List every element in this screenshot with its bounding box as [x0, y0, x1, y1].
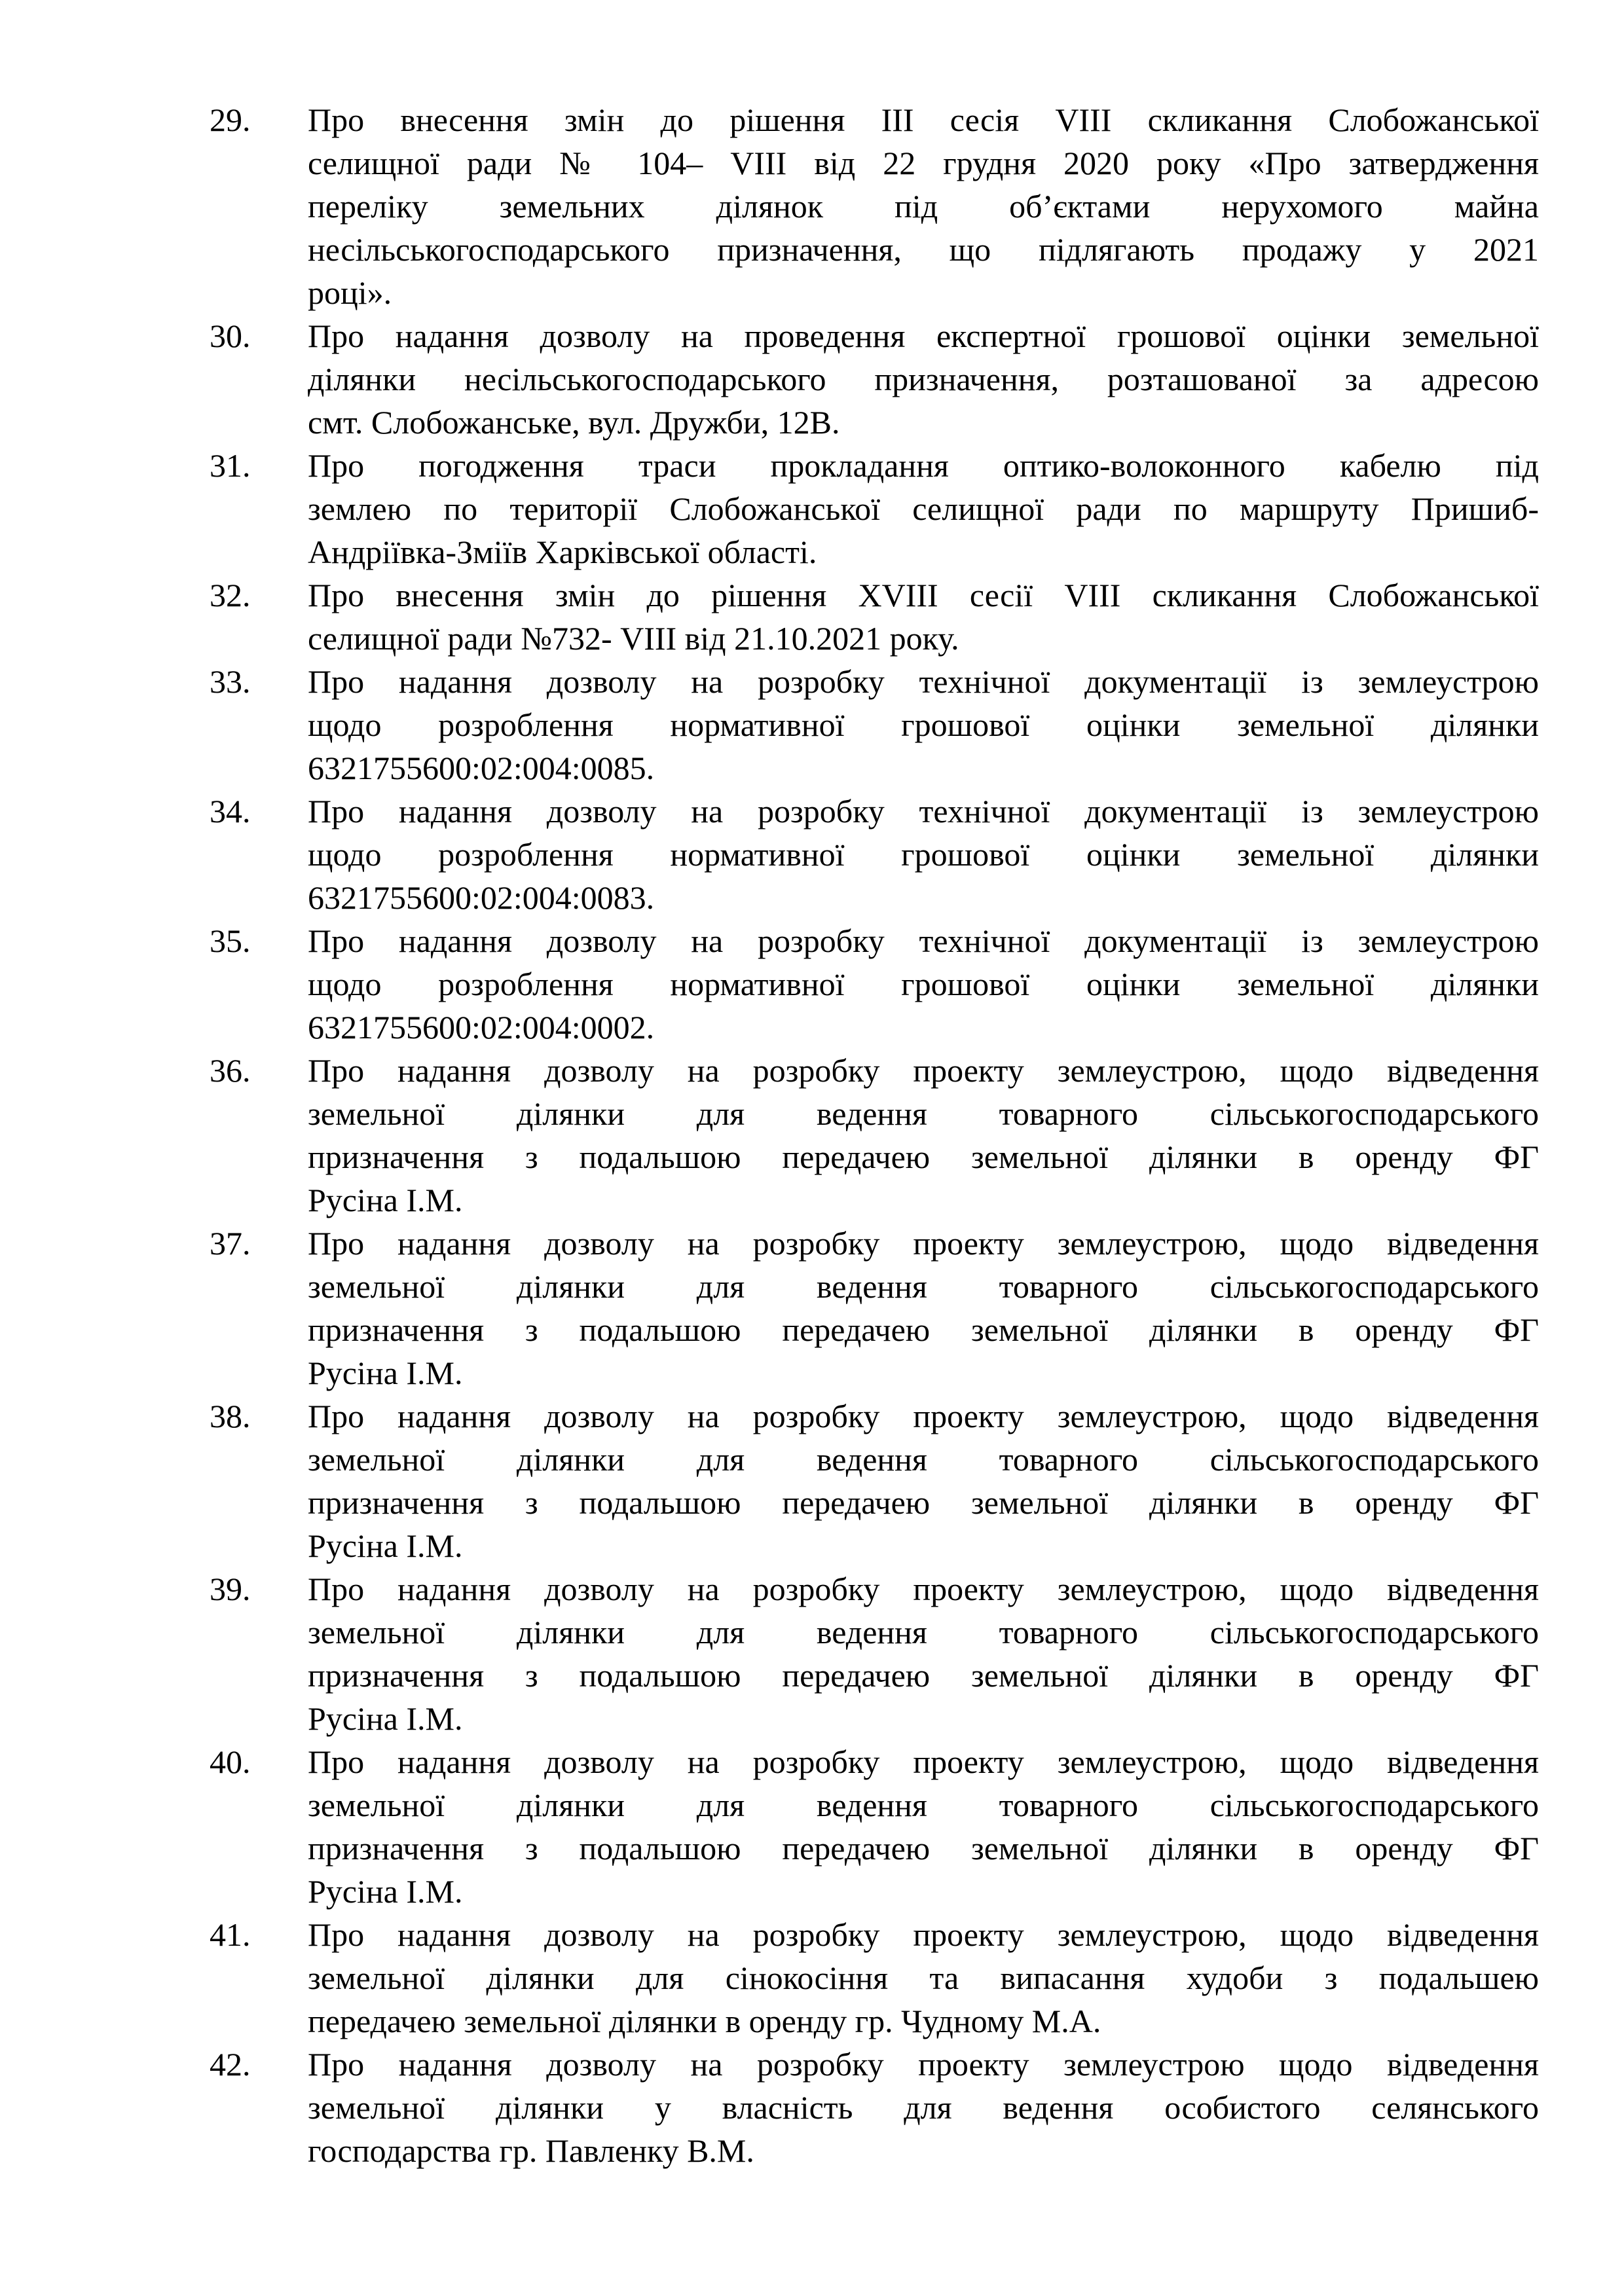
item-text-line: Про надання дозволу на розробку проекту землеустрою, щодо відведення	[308, 1225, 1539, 1262]
item-text-line: Русіна І.М.	[308, 1873, 463, 1910]
item-number: 34.	[210, 793, 251, 829]
item-text-line: Про надання дозволу на проведення експертної грошової оцінки земельної	[308, 318, 1539, 354]
item-text	[308, 790, 1539, 919]
agenda-item	[210, 1394, 1539, 1567]
agenda-item	[210, 444, 1539, 574]
agenda-item	[210, 660, 1539, 790]
item-text-line: щодо розроблення нормативної грошової оцінки земельної ділянки	[308, 706, 1539, 743]
item-text-line: Про надання дозволу на розробку проекту землеустрою щодо відведення	[308, 2046, 1539, 2083]
item-text-line: Про надання дозволу на розробку проекту землеустрою, щодо відведення	[308, 1571, 1539, 1607]
item-text-line: Про внесення змін до рішення ІІІ сесія VIII скликання Слобожанської	[308, 101, 1539, 138]
item-text-line: Русіна І.М.	[308, 1355, 463, 1391]
item-number: 41.	[210, 1916, 251, 1953]
item-text	[308, 314, 1539, 444]
item-number: 29.	[210, 101, 251, 138]
agenda-item	[210, 1567, 1539, 1740]
item-text	[308, 444, 1539, 574]
item-text	[308, 1740, 1539, 1913]
agenda-item	[210, 574, 1539, 660]
item-text	[308, 1222, 1539, 1394]
item-text-line: землею по території Слобожанської селищної ради по маршруту Пришиб-	[308, 490, 1539, 527]
item-text	[308, 574, 1539, 660]
item-number: 37.	[210, 1225, 251, 1262]
item-text-line: селищної ради № 104– VIII від 22 грудня 2020 року «Про затвердження	[308, 145, 1539, 181]
item-text	[308, 1567, 1539, 1740]
item-text	[308, 1913, 1539, 2043]
item-number: 32.	[210, 577, 251, 613]
item-number: 30.	[210, 318, 251, 354]
item-number: 31.	[210, 447, 251, 484]
item-text-line: господарства гр. Павленку В.М.	[308, 2132, 754, 2169]
item-text	[308, 2043, 1539, 2172]
item-text-line: земельної ділянки для ведення товарного сільськогосподарського	[308, 1787, 1539, 1823]
item-text-line: Про надання дозволу на розробку проекту землеустрою, щодо відведення	[308, 1916, 1539, 1953]
item-text-line: земельної ділянки для сінокосіння та випасання худоби з подальшею	[308, 1959, 1539, 1996]
item-text-line: Про надання дозволу на розробку технічної документації із землеустрою	[308, 663, 1539, 700]
agenda-item	[210, 1222, 1539, 1394]
item-text-line: Русіна І.М.	[308, 1700, 463, 1737]
item-number: 42.	[210, 2046, 251, 2083]
item-number: 40.	[210, 1743, 251, 1780]
item-text-line: Про надання дозволу на розробку технічної документації із землеустрою	[308, 793, 1539, 829]
item-text-line: ділянки несільськогосподарського призначення, розташованої за адресою	[308, 361, 1539, 397]
agenda-list	[210, 98, 1539, 2172]
item-number: 39.	[210, 1571, 251, 1607]
agenda-item	[210, 919, 1539, 1049]
item-text-line: призначення з подальшою передачею земельної ділянки в оренду ФГ	[308, 1484, 1539, 1521]
item-text-line: несільськогосподарського призначення, що підлягають продажу у 2021	[308, 231, 1539, 268]
item-text	[308, 919, 1539, 1049]
item-text	[308, 98, 1539, 314]
agenda-item	[210, 1049, 1539, 1222]
item-text-line: призначення з подальшою передачею земельної ділянки в оренду ФГ	[308, 1311, 1539, 1348]
item-text-line: земельної ділянки для ведення товарного сільськогосподарського	[308, 1095, 1539, 1132]
item-text-line: щодо розроблення нормативної грошової оцінки земельної ділянки	[308, 966, 1539, 1002]
item-number: 33.	[210, 663, 251, 700]
item-text-line: Про погодження траси прокладання оптико-волоконного кабелю під	[308, 447, 1539, 484]
agenda-item	[210, 98, 1539, 314]
item-text-line: щодо розроблення нормативної грошової оцінки земельної ділянки	[308, 836, 1539, 873]
item-text-line: призначення з подальшою передачею земельної ділянки в оренду ФГ	[308, 1139, 1539, 1175]
item-text-line: земельної ділянки для ведення товарного сільськогосподарського	[308, 1614, 1539, 1650]
item-text-line: Про внесення змін до рішення XVIII сесії VIII скликання Слобожанської	[308, 577, 1539, 613]
item-text-line: Про надання дозволу на розробку проекту землеустрою, щодо відведення	[308, 1052, 1539, 1089]
agenda-item	[210, 2043, 1539, 2172]
item-text-line: Про надання дозволу на розробку проекту землеустрою, щодо відведення	[308, 1743, 1539, 1780]
item-text-line: призначення з подальшою передачею земельної ділянки в оренду ФГ	[308, 1657, 1539, 1694]
item-text-line: передачею земельної ділянки в оренду гр. Чудному М.А.	[308, 2003, 1101, 2039]
item-text	[308, 1049, 1539, 1222]
item-text-line: Русіна І.М.	[308, 1182, 463, 1218]
agenda-item	[210, 1740, 1539, 1913]
item-text-line: році».	[308, 274, 392, 311]
agenda-item	[210, 314, 1539, 444]
item-text-line: земельної ділянки для ведення товарного сільськогосподарського	[308, 1268, 1539, 1305]
item-text-line: земельної ділянки у власність для ведення особистого селянського	[308, 2089, 1539, 2126]
agenda-item	[210, 790, 1539, 919]
item-text-line: 6321755600:02:004:0002.	[308, 1009, 655, 1046]
item-text-line: Андріївка-Зміїв Харківської області.	[308, 534, 817, 570]
item-number: 38.	[210, 1398, 251, 1434]
item-text-line: Про надання дозволу на розробку проекту землеустрою, щодо відведення	[308, 1398, 1539, 1434]
item-text-line: селищної ради №732- VIII від 21.10.2021 року.	[308, 620, 959, 657]
item-text-line: 6321755600:02:004:0083.	[308, 879, 655, 916]
agenda-item	[210, 1913, 1539, 2043]
item-text	[308, 1394, 1539, 1567]
item-text-line: призначення з подальшою передачею земельної ділянки в оренду ФГ	[308, 1830, 1539, 1867]
item-text-line: переліку земельних ділянок під об’єктами нерухомого майна	[308, 188, 1539, 225]
item-text-line: 6321755600:02:004:0085.	[308, 750, 655, 786]
item-text-line: Про надання дозволу на розробку технічної документації із землеустрою	[308, 922, 1539, 959]
item-text-line: земельної ділянки для ведення товарного сільськогосподарського	[308, 1441, 1539, 1478]
item-number: 35.	[210, 922, 251, 959]
item-text	[308, 660, 1539, 790]
item-number: 36.	[210, 1052, 251, 1089]
item-text-line: Русіна І.М.	[308, 1527, 463, 1564]
item-text-line: смт. Слобожанське, вул. Дружби, 12В.	[308, 404, 840, 441]
